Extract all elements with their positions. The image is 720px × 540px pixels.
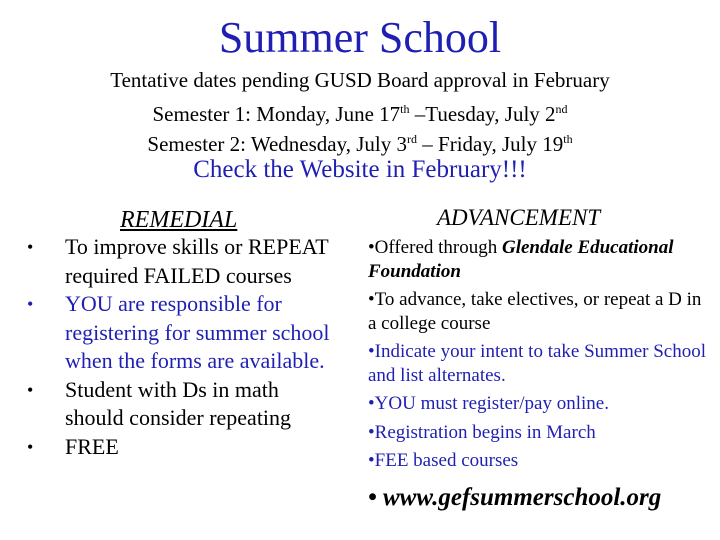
check-website-notice: Check the Website in February!!! xyxy=(193,156,527,183)
remedial-item-text: FREE xyxy=(65,433,119,459)
semester-2-dates xyxy=(0,126,720,157)
bullet-icon: • xyxy=(27,237,34,257)
advancement-list xyxy=(368,236,708,518)
remedial-item xyxy=(24,433,339,462)
semester-2-text-a: Semester 2: Wednesday, July 3 xyxy=(147,132,408,156)
page-title: Summer School xyxy=(218,13,502,62)
remedial-item xyxy=(24,290,339,376)
remedial-item-text: YOU are responsible for registering for summer school when the forms are available. xyxy=(65,291,330,373)
advancement-item: •Indicate your intent to take Summer School and list alternates. xyxy=(368,341,707,386)
bullet-icon: • xyxy=(27,379,34,400)
semester-1-dates xyxy=(0,96,720,127)
tentative-note: Tentative dates pending GUSD Board approval in February xyxy=(110,68,610,92)
website-link[interactable]: • www.gefsummerschool.org xyxy=(368,483,662,511)
remedial-heading: REMEDIAL xyxy=(120,207,238,233)
bullet-icon: • xyxy=(27,436,34,457)
remedial-item-text: Student with Ds in math should consider repeating xyxy=(65,376,292,430)
advancement-item: •YOU must register/pay online. xyxy=(368,393,609,414)
advancement-item-text: •Offered through xyxy=(368,237,502,258)
semester-2-sup-b: th xyxy=(563,132,573,146)
bullet-icon: • xyxy=(27,294,34,314)
remedial-list xyxy=(24,233,339,461)
advancement-item: •FEE based courses xyxy=(368,450,519,471)
advancement-item xyxy=(368,236,708,283)
semester-2-sup-a: rd xyxy=(407,132,418,146)
semester-1-text-b: –Tuesday, July 2 xyxy=(409,102,556,126)
semester-1-text-a: Semester 1: Monday, June 17 xyxy=(152,102,401,126)
semester-1-sup-a: th xyxy=(400,102,410,116)
semester-1-sup-b: nd xyxy=(555,102,568,116)
remedial-item xyxy=(24,376,339,433)
semester-2-text-b: – Friday, July 19 xyxy=(417,132,564,156)
advancement-item: •To advance, take electives, or repeat a D in a college course xyxy=(368,289,702,334)
remedial-item xyxy=(24,233,339,290)
advancement-heading: ADVANCEMENT xyxy=(437,205,601,230)
foundation-name: Glendale Educational Foundation xyxy=(368,237,674,282)
advancement-item: •Registration begins in March xyxy=(368,421,596,443)
remedial-item-text: To improve skills or REPEAT required FAILED courses xyxy=(65,234,329,288)
